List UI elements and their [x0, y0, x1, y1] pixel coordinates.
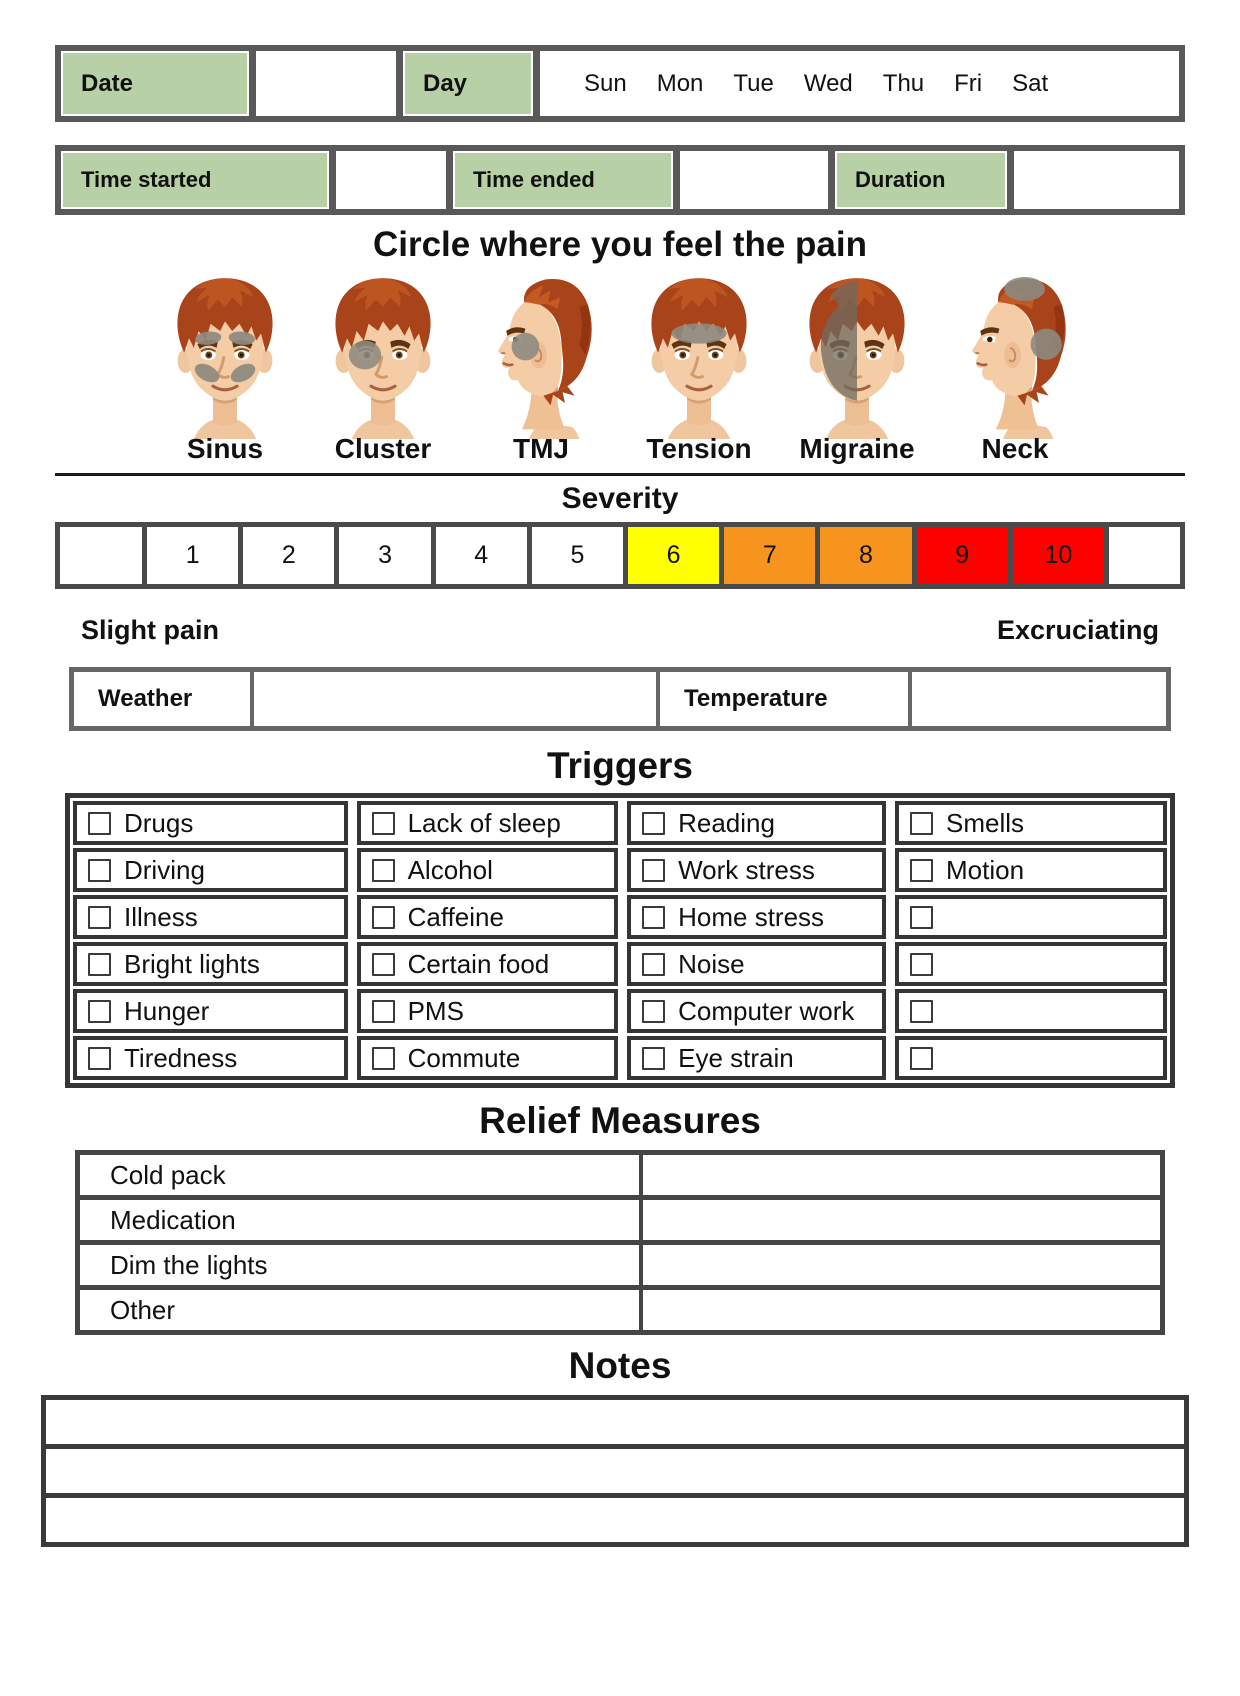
trigger-checkbox-lack-of-sleep[interactable]	[372, 812, 395, 835]
trigger-cell-work-stress	[627, 848, 886, 892]
trigger-label: Illness	[124, 901, 198, 932]
relief-label-other: Other	[80, 1290, 643, 1330]
trigger-checkbox-custom-2[interactable]	[910, 953, 933, 976]
date-day-row	[55, 45, 1185, 122]
trigger-label: Bright lights	[124, 948, 260, 979]
trigger-cell-home-stress	[627, 895, 886, 939]
notes-title: Notes	[568, 1345, 672, 1386]
time-started-label: Time started	[61, 151, 329, 209]
trigger-checkbox-pms[interactable]	[372, 1000, 395, 1023]
trigger-checkbox-driving[interactable]	[88, 859, 111, 882]
trigger-label: Noise	[678, 948, 745, 979]
trigger-cell-hunger	[73, 989, 348, 1033]
time-ended-input[interactable]	[680, 151, 828, 209]
relief-title: Relief Measures	[479, 1100, 761, 1141]
head-label-tension: Tension	[646, 433, 752, 464]
day-option-sat[interactable]: Sat	[1012, 69, 1049, 97]
excruciating-label: Excruciating	[996, 615, 1159, 645]
day-option-sun[interactable]: Sun	[584, 69, 627, 97]
head-neck[interactable]	[939, 271, 1091, 465]
tmj-head-image	[468, 271, 614, 439]
trigger-cell-pms	[357, 989, 619, 1033]
notes-line-1[interactable]	[46, 1400, 1184, 1449]
trigger-checkbox-caffeine[interactable]	[372, 906, 395, 929]
trigger-cell-certain-food	[357, 942, 619, 986]
day-option-mon[interactable]: Mon	[656, 69, 704, 97]
trigger-label: Caffeine	[407, 901, 504, 932]
trigger-checkbox-reading[interactable]	[642, 812, 665, 835]
tension-head-image	[626, 271, 772, 439]
head-migraine[interactable]	[781, 271, 933, 465]
trigger-cell-motion	[895, 848, 1167, 892]
neck-head-image	[942, 271, 1088, 439]
trigger-checkbox-certain-food[interactable]	[372, 953, 395, 976]
trigger-cell-alcohol	[357, 848, 619, 892]
severity-title: Severity	[561, 482, 679, 515]
trigger-label: Home stress	[678, 901, 825, 932]
date-input[interactable]	[256, 51, 396, 116]
temperature-label: Temperature	[660, 672, 912, 726]
weather-label: Weather	[74, 672, 254, 726]
head-sinus[interactable]	[149, 271, 301, 465]
head-tmj[interactable]	[465, 271, 617, 465]
trigger-label: Eye strain	[678, 1042, 794, 1073]
severity-scale-labels	[55, 615, 1185, 647]
trigger-checkbox-motion[interactable]	[910, 859, 933, 882]
severity-cell-5[interactable]: 5	[532, 527, 628, 584]
weather-row	[69, 667, 1171, 731]
temperature-input[interactable]	[912, 672, 1166, 726]
day-option-tue[interactable]: Tue	[733, 69, 774, 97]
trigger-cell-illness	[73, 895, 348, 939]
relief-input-cold-pack[interactable]	[643, 1155, 1160, 1195]
day-label: Day	[403, 51, 533, 116]
duration-label: Duration	[835, 151, 1007, 209]
trigger-label: Drugs	[124, 807, 194, 838]
severity-cell-1[interactable]: 1	[147, 527, 243, 584]
head-tension[interactable]	[623, 271, 775, 465]
trigger-cell-reading	[627, 801, 886, 845]
trigger-cell-custom-1	[895, 895, 1167, 939]
head-label-neck: Neck	[981, 433, 1049, 464]
trigger-cell-drugs	[73, 801, 348, 845]
relief-input-medication[interactable]	[643, 1200, 1160, 1240]
trigger-checkbox-custom-3[interactable]	[910, 1000, 933, 1023]
pain-section-title: Circle where you feel the pain	[372, 225, 868, 264]
relief-row-dim-the-lights	[80, 1245, 1160, 1290]
notes-line-3[interactable]	[46, 1498, 1184, 1542]
day-option-thu[interactable]: Thu	[882, 69, 925, 97]
cluster-head-image	[310, 271, 456, 439]
triggers-title: Triggers	[547, 745, 693, 786]
trigger-checkbox-commute[interactable]	[372, 1047, 395, 1070]
trigger-label: Commute	[407, 1042, 521, 1073]
trigger-checkbox-eye-strain[interactable]	[642, 1047, 665, 1070]
severity-cell-4[interactable]: 4	[436, 527, 532, 584]
triggers-grid	[65, 793, 1175, 1088]
severity-cell-blank-left	[60, 527, 147, 584]
day-option-wed[interactable]: Wed	[803, 69, 853, 97]
trigger-label: Alcohol	[407, 854, 493, 885]
trigger-cell-custom-3	[895, 989, 1167, 1033]
relief-input-dim-the-lights[interactable]	[643, 1245, 1160, 1285]
head-label-sinus: Sinus	[186, 433, 264, 464]
trigger-label: Tiredness	[124, 1042, 238, 1073]
trigger-cell-tiredness	[73, 1036, 348, 1080]
trigger-checkbox-home-stress[interactable]	[642, 906, 665, 929]
severity-cell-2[interactable]: 2	[243, 527, 339, 584]
trigger-cell-lack-of-sleep	[357, 801, 619, 845]
slight-pain-label: Slight pain	[81, 615, 219, 645]
migraine-head-image	[784, 271, 930, 439]
weather-input[interactable]	[254, 672, 660, 726]
trigger-checkbox-work-stress[interactable]	[642, 859, 665, 882]
time-started-input[interactable]	[336, 151, 446, 209]
trigger-cell-smells	[895, 801, 1167, 845]
trigger-label: PMS	[407, 995, 464, 1026]
trigger-cell-custom-4	[895, 1036, 1167, 1080]
day-option-fri[interactable]: Fri	[954, 69, 983, 97]
trigger-checkbox-drugs[interactable]	[88, 812, 111, 835]
relief-row-medication	[80, 1200, 1160, 1245]
trigger-checkbox-illness[interactable]	[88, 906, 111, 929]
trigger-label: Smells	[946, 807, 1025, 838]
trigger-label: Motion	[946, 854, 1025, 885]
trigger-label: Hunger	[124, 995, 210, 1026]
severity-cell-10[interactable]: 10	[1013, 527, 1109, 584]
trigger-cell-noise	[627, 942, 886, 986]
trigger-cell-caffeine	[357, 895, 619, 939]
trigger-checkbox-hunger[interactable]	[88, 1000, 111, 1023]
trigger-checkbox-custom-4[interactable]	[910, 1047, 933, 1070]
trigger-label: Work stress	[678, 854, 815, 885]
relief-input-other[interactable]	[643, 1290, 1160, 1330]
trigger-checkbox-tiredness[interactable]	[88, 1047, 111, 1070]
trigger-cell-eye-strain	[627, 1036, 886, 1080]
relief-row-cold-pack	[80, 1155, 1160, 1200]
trigger-checkbox-noise[interactable]	[642, 953, 665, 976]
relief-label-medication: Medication	[80, 1200, 643, 1240]
sinus-head-image	[152, 271, 298, 439]
section-divider	[55, 473, 1185, 476]
trigger-label: Lack of sleep	[407, 807, 561, 838]
trigger-checkbox-custom-1[interactable]	[910, 906, 933, 929]
severity-scale	[55, 522, 1185, 589]
notes-line-2[interactable]	[46, 1449, 1184, 1498]
relief-row-other	[80, 1290, 1160, 1330]
trigger-cell-computer-work	[627, 989, 886, 1033]
head-cluster[interactable]	[307, 271, 459, 465]
trigger-checkbox-bright-lights[interactable]	[88, 953, 111, 976]
trigger-label: Driving	[124, 854, 205, 885]
trigger-label: Reading	[678, 807, 775, 838]
severity-cell-8[interactable]: 8	[820, 527, 916, 584]
date-label: Date	[61, 51, 249, 116]
trigger-label: Computer work	[678, 995, 855, 1026]
trigger-checkbox-computer-work[interactable]	[642, 1000, 665, 1023]
headache-form	[55, 45, 1185, 1547]
trigger-label: Certain food	[407, 948, 550, 979]
severity-cell-6[interactable]: 6	[628, 527, 724, 584]
severity-cell-7[interactable]: 7	[724, 527, 820, 584]
notes-table	[41, 1395, 1189, 1547]
relief-label-dim-the-lights: Dim the lights	[80, 1245, 643, 1285]
trigger-checkbox-smells[interactable]	[910, 812, 933, 835]
trigger-cell-commute	[357, 1036, 619, 1080]
trigger-cell-bright-lights	[73, 942, 348, 986]
time-row	[55, 145, 1185, 215]
relief-table	[75, 1150, 1165, 1335]
severity-cell-3[interactable]: 3	[339, 527, 435, 584]
severity-cell-blank-right	[1109, 527, 1180, 584]
head-label-cluster: Cluster	[334, 433, 432, 464]
trigger-cell-custom-2	[895, 942, 1167, 986]
day-options	[540, 51, 1179, 116]
head-label-tmj: TMJ	[513, 433, 569, 464]
time-ended-label: Time ended	[453, 151, 673, 209]
trigger-checkbox-alcohol[interactable]	[372, 859, 395, 882]
trigger-cell-driving	[73, 848, 348, 892]
relief-label-cold-pack: Cold pack	[80, 1155, 643, 1195]
duration-input[interactable]	[1014, 151, 1179, 209]
head-label-migraine: Migraine	[799, 433, 915, 464]
pain-heads-row	[55, 271, 1185, 465]
severity-cell-9[interactable]: 9	[917, 527, 1013, 584]
